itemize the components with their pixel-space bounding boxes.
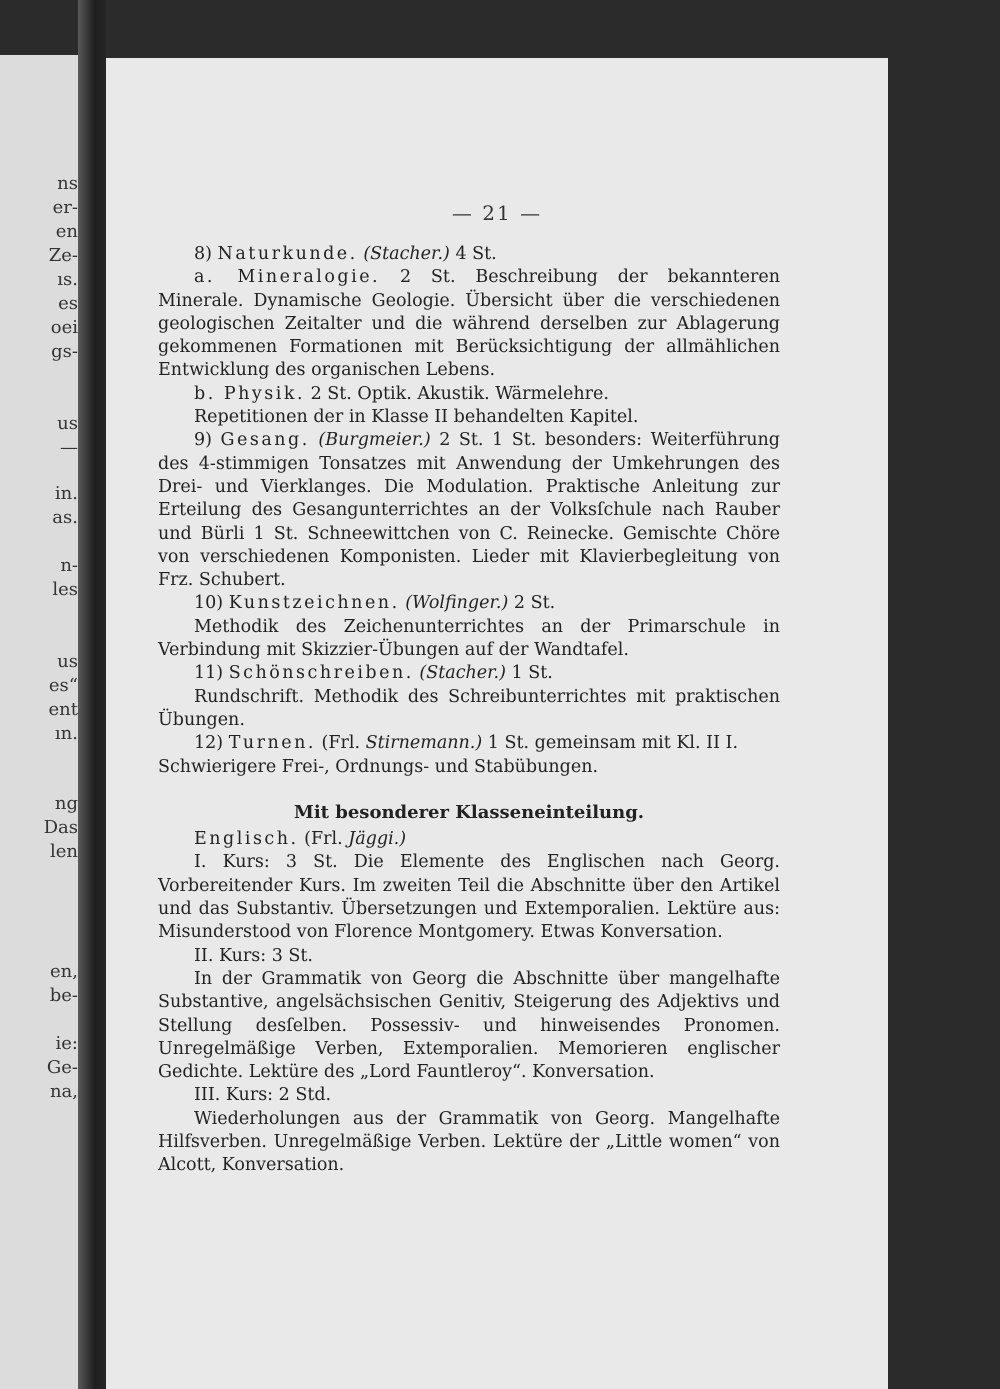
book-page <box>106 58 888 1389</box>
gesang-paragraph: 9) Gesang. (Burgmeier.) 2 St. 1 St. besonders: Weiterführung des 4-stimmigen Tonsatzes mit Anwendung der Umkehrungen des Drei- und Vierklanges. Die Modulation. Praktische Anleitung zur Erteilung des Gesangunterrichtes an der Volksſchule nach Rauber und Bürli 1 St. Schneewittchen von C. Reinecke. Gemischte Chöre von verschiedenen Komponisten. Lieder mit Klavierbegleitung von Frz. Schubert. <box>158 430 780 591</box>
englisch-kurs2-label: II. Kurs: 3 St. <box>194 945 313 966</box>
left-frag: es“ <box>48 675 78 696</box>
left-frag: oei <box>50 317 78 338</box>
book-gutter <box>78 0 106 1389</box>
page-number: — 21 — <box>451 201 543 225</box>
left-frag: Ge- <box>46 1057 78 1078</box>
left-frag: len <box>49 841 78 862</box>
englisch-heading: Englisch. (Frl. Jäggi.) <box>194 829 407 850</box>
naturkunde-heading: 8) Naturkunde. (Stacher.) 4 St. <box>194 244 497 264</box>
left-frag: gs- <box>51 341 78 362</box>
turnen-heading: 12) Turnen. (Frl. Stirnemann.) 1 St. gemeinsam mit Kl. II I. <box>194 733 739 754</box>
englisch-kurs3: Wiederholungen aus der Grammatik von Georg. Mangelhafte Hilfsverben. Unregelmäßige Verben. Lektüre der „Little women“ von Alcott, Konversation. <box>158 1108 780 1176</box>
left-frag: us <box>57 413 78 434</box>
left-frag: — <box>60 437 78 458</box>
left-frag: ıs. <box>57 269 78 290</box>
left-frag: en, <box>50 961 78 982</box>
section-heading: Mit besonderer Klasseneinteilung. <box>293 801 645 823</box>
englisch-kurs1: I. Kurs: 3 St. Die Elemente des Englischen nach Georg. Vorbereitender Kurs. Im zweiten Teil die Abschnitte über den Artikel und das Substantiv. Übersetzungen und Extemporalien. Lektüre aus: Misunderstood von Florence Montgomery. Etwas Konversation. <box>158 852 780 943</box>
left-page-fragment <box>0 55 78 1389</box>
englisch-kurs2: In der Grammatik von Georg die Abschnitte über mangelhafte Substantive, angelsächsischen Genitiv, Steigerung des Adjektivs und Stellung desſelben. Possessiv- und hinweisendes Pronomen. Unregelmäßige Verben, Extemporalien. Memorieren englischer Gedichte. Lektüre des „Lord Fauntleroy“. Konversation. <box>158 968 780 1083</box>
kunstzeichnen-paragraph: Methodik des Zeichenunterrichtes an der Primarschule in Verbindung mit Skizzier-Übungen auf der Wandtafel. <box>158 616 780 661</box>
turnen-paragraph: Schwierigere Frei-, Ordnungs- und Stabübungen. <box>158 756 599 777</box>
left-frag: les <box>52 579 78 600</box>
schoenschreiben-heading: 11) Schönschreiben. (Stacher.) 1 St. <box>194 663 553 684</box>
left-frag: in. <box>54 483 78 504</box>
left-frag: be- <box>49 985 78 1006</box>
left-frag: as. <box>52 507 78 528</box>
left-frag: er- <box>52 197 78 218</box>
left-frag: Das <box>43 817 78 838</box>
left-frag: Ze- <box>48 245 78 266</box>
left-frag: en <box>55 221 78 242</box>
kunstzeichnen-heading: 10) Kunstzeichnen. (Wolfinger.) 2 St. <box>194 593 556 614</box>
mineralogie-paragraph: a. Mineralogie. 2 St. Beschreibung der bekannteren Minerale. Dynamische Geologie. Übersicht über die verschiedenen geologischen Zeitalter und die während derselben zur Ablagerung gekommenen Formationen mit Berücksichtigung der allmählichen Entwicklung des organischen Lebens. <box>158 267 780 381</box>
physik-paragraph: b. Physik. 2 St. Optik. Akustik. Wärmelehre. <box>194 383 609 404</box>
left-frag: ns <box>57 173 78 194</box>
left-frag: ent <box>48 699 78 720</box>
left-frag: na, <box>49 1081 78 1102</box>
left-frag: ie: <box>55 1033 78 1054</box>
schoenschreiben-paragraph: Rundschrift. Methodik des Schreibunterrichtes mit praktischen Übungen. <box>158 686 780 730</box>
left-frag: ng <box>54 793 78 814</box>
left-frag: n- <box>60 555 78 576</box>
left-frag: ın. <box>54 723 78 744</box>
englisch-kurs3-label: III. Kurs: 2 Std. <box>194 1085 332 1106</box>
page-body <box>158 243 780 1178</box>
left-frag: es <box>58 293 78 314</box>
left-frag: us <box>57 651 78 672</box>
repetition-paragraph: Repetitionen der in Klasse II behandelten Kapitel. <box>194 407 639 428</box>
